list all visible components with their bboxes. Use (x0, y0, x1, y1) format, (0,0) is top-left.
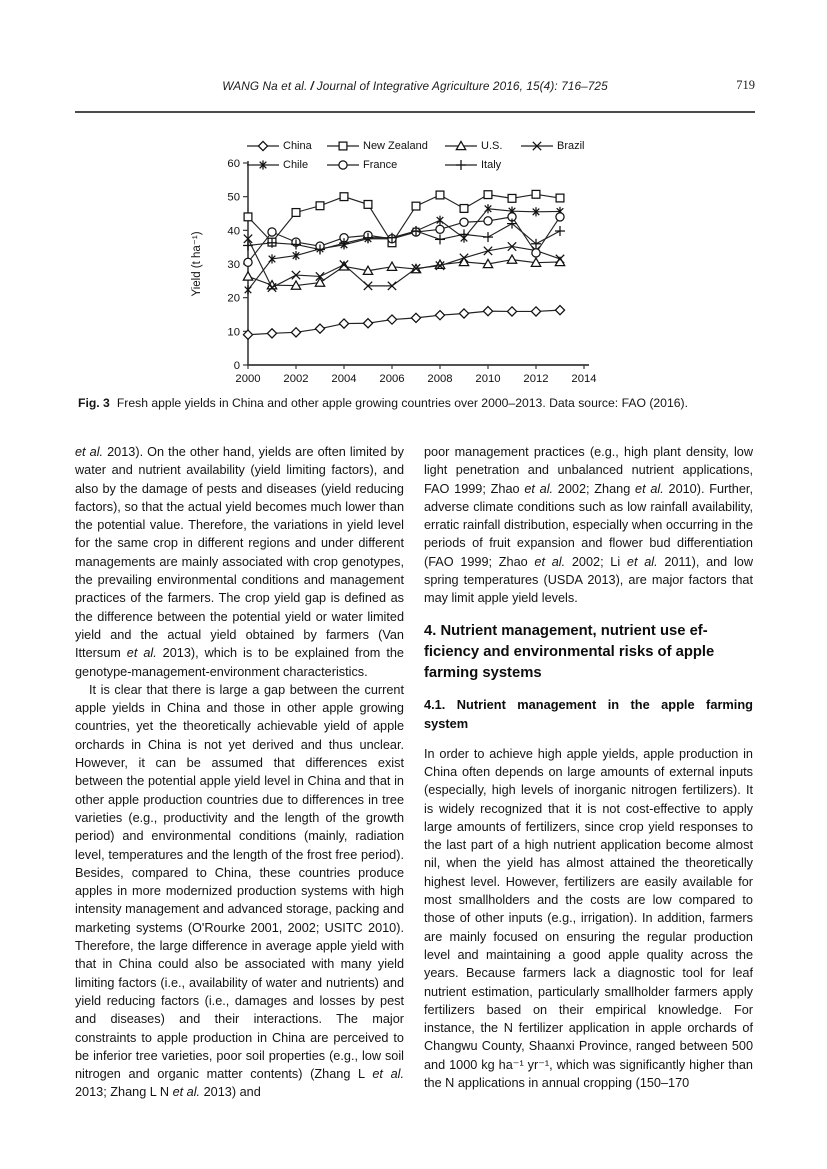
running-head-authors: WANG Na et al. (222, 79, 308, 93)
left-column (75, 443, 404, 1102)
triangle-marker-icon (445, 140, 477, 152)
x-tick-label: 2008 (427, 373, 453, 385)
legend-item-brazil (521, 140, 601, 152)
plus-marker-icon (445, 159, 477, 171)
x-tick-label: 2014 (571, 373, 597, 385)
y-tick-label: 20 (227, 292, 240, 305)
y-tick-label: 40 (227, 225, 240, 238)
paragraph-continued: et al. 2013). On the other hand, yields are often limited by water and nutrient availability (yield limiting factors), and also by the damage of pests and diseases (yield reducing factors), so that the actual yield becomes much lower than the potential value. Therefore, the variations in yield level for the same crop in different regions and under different managements are mainly associated with crop genotypes, the prevailing environmental conditions and management practices of the farmers. The crop yield gap is defined as the difference between the potential yield or water limited yield and the actual yield obtained by farmers (Van Ittersum et al. 2013), which is to be explained from the genotype-management-environment characteristics. (75, 445, 404, 679)
y-axis-title: Yield (t ha⁻¹) (191, 231, 203, 297)
series-france (244, 213, 564, 267)
legend-label: New Zealand (363, 139, 428, 152)
legend-label: France (363, 158, 398, 171)
y-tick-label: 0 (233, 360, 240, 372)
x-tick-label: 2012 (523, 373, 549, 385)
paragraph: In order to achieve high apple yields, apple production in China often depends on large amounts of external inputs (especially, high levels of inorganic nitrogen fertilizers). It is widely recognized that it is not cost-effective to apply large amounts of fertilizers, since crop yield responses to the last part of a high nutrient application become almost nil, when the yield has almost attained the theoretically highest level. However, fertilizers are easily available for most smallholders and the costs are low compared to those of other inputs (e.g., irrigation). In addition, farmers are mainly focused on ensuring the regular production level and maintaining a good apple quality across the years. Because farmers lack a diagnostic tool for leaf nutrient estimation, particularly smallholder farmers apply fertilizers based on their empirical knowledge. For instance, the N fertilizer application in apple orchards of Changwu County, Shaanxi Province, ranged between 500 and 1000 kg ha⁻¹ yr⁻¹, which was significantly higher than the N applications in annual cropping (150–170 (424, 746, 753, 1091)
legend-item-china (247, 140, 327, 152)
asterisk-marker-icon (247, 159, 279, 171)
y-tick-label: 30 (227, 259, 240, 271)
series-u-s (243, 255, 564, 289)
running-head-separator: / (310, 79, 314, 93)
x-tick-label: 2004 (331, 373, 357, 385)
y-tick-label: 50 (227, 191, 240, 204)
figure-caption-text: Fresh apple yields in China and other apple growing countries over 2000–2013. Data source: FAO (2016). (116, 396, 688, 410)
legend-label: Chile (283, 158, 309, 171)
square-marker-icon (327, 140, 359, 152)
legend-item-france (327, 159, 445, 171)
paragraph-continued: poor management practices (e.g., high plant density, low light penetration and unbalanced nutrient applications, FAO 1999; Zhao et al. 2002; Zhang et al. 2010). Further, adverse climate conditions such as low rainfall availability, erratic rainfall distribution, especially when occurring in the periods of fruit expansion and flower bud differentiation (FAO 1999; Zhao et al. 2002; Li et al. 2011), and low spring temperatures (USDA 2013), are major factors that may limit apple yield levels. (424, 445, 753, 606)
running-head (75, 79, 755, 93)
legend-item-chile (247, 159, 327, 171)
y-tick-label: 10 (227, 326, 240, 339)
section-heading: 4. Nutrient management, nutrient use ef- ficiency and environmental risks of apple farming systems (424, 622, 715, 681)
diamond-marker-icon (247, 140, 279, 152)
figure-caption (78, 396, 754, 410)
x-tick-label: 2006 (379, 373, 405, 385)
x-tick-label: 2010 (475, 373, 501, 385)
running-head-journal: Journal of Integrative Agriculture 2016, 15(4): 716–725 (316, 79, 608, 93)
legend-item-u-s (445, 140, 521, 152)
subsection-heading: 4.1. Nutrient management in the apple farming system (424, 696, 753, 731)
legend-label: U.S. (481, 139, 503, 152)
figure-caption-label: Fig. 3 (78, 396, 110, 410)
x-tick-label: 2002 (283, 373, 309, 385)
x-tick-label: 2000 (235, 373, 261, 385)
y-tick-label: 60 (227, 158, 240, 170)
legend-item-italy (445, 159, 521, 171)
legend-label: China (283, 139, 312, 152)
paragraph: It is clear that there is large a gap between the current apple yields in China and those in other apple growing countries, yet the theoretically achievable yield of apple orchards in China is not yet derived and thus unclear. However, it can be assumed that differences exist between the potential apple yield level in China and that in other apple production countries due to differences in tree varieties (e.g., productivity and the length of the growth period) and environmental conditions (mainly, radiation level, temperatures and the length of the frost free period). Besides, compared to China, these countries produce apples in more modernized production systems with high intensity management and advanced storage, packing and marketing systems (O'Rourke 2001, 2002; USITC 2010). Therefore, the large difference in average apple yield with that in China could also be associated with many yield limiting factors (i.e., availability of water and nutrients) and yield reducing factors (i.e., damages and losses by pest and diseases) and their interactions. The major constraints to apple production in China are perceived to be inferior tree varieties, poor soil properties (e.g., low soil nitrogen and organic matter contents) (Zhang L et al. 2013; Zhang L N et al. 2013) and (75, 682, 404, 1100)
circle-marker-icon (327, 159, 359, 171)
article-body (75, 443, 753, 1102)
legend-label: Brazil (557, 139, 585, 152)
legend-item-new-zealand (327, 140, 445, 152)
legend-label: Italy (481, 158, 502, 171)
page-number: 719 (736, 78, 755, 92)
series-china (243, 306, 564, 340)
chart-legend (247, 136, 601, 174)
x-marker-icon (521, 140, 553, 152)
right-column (424, 443, 753, 1102)
header-rule (75, 111, 755, 113)
